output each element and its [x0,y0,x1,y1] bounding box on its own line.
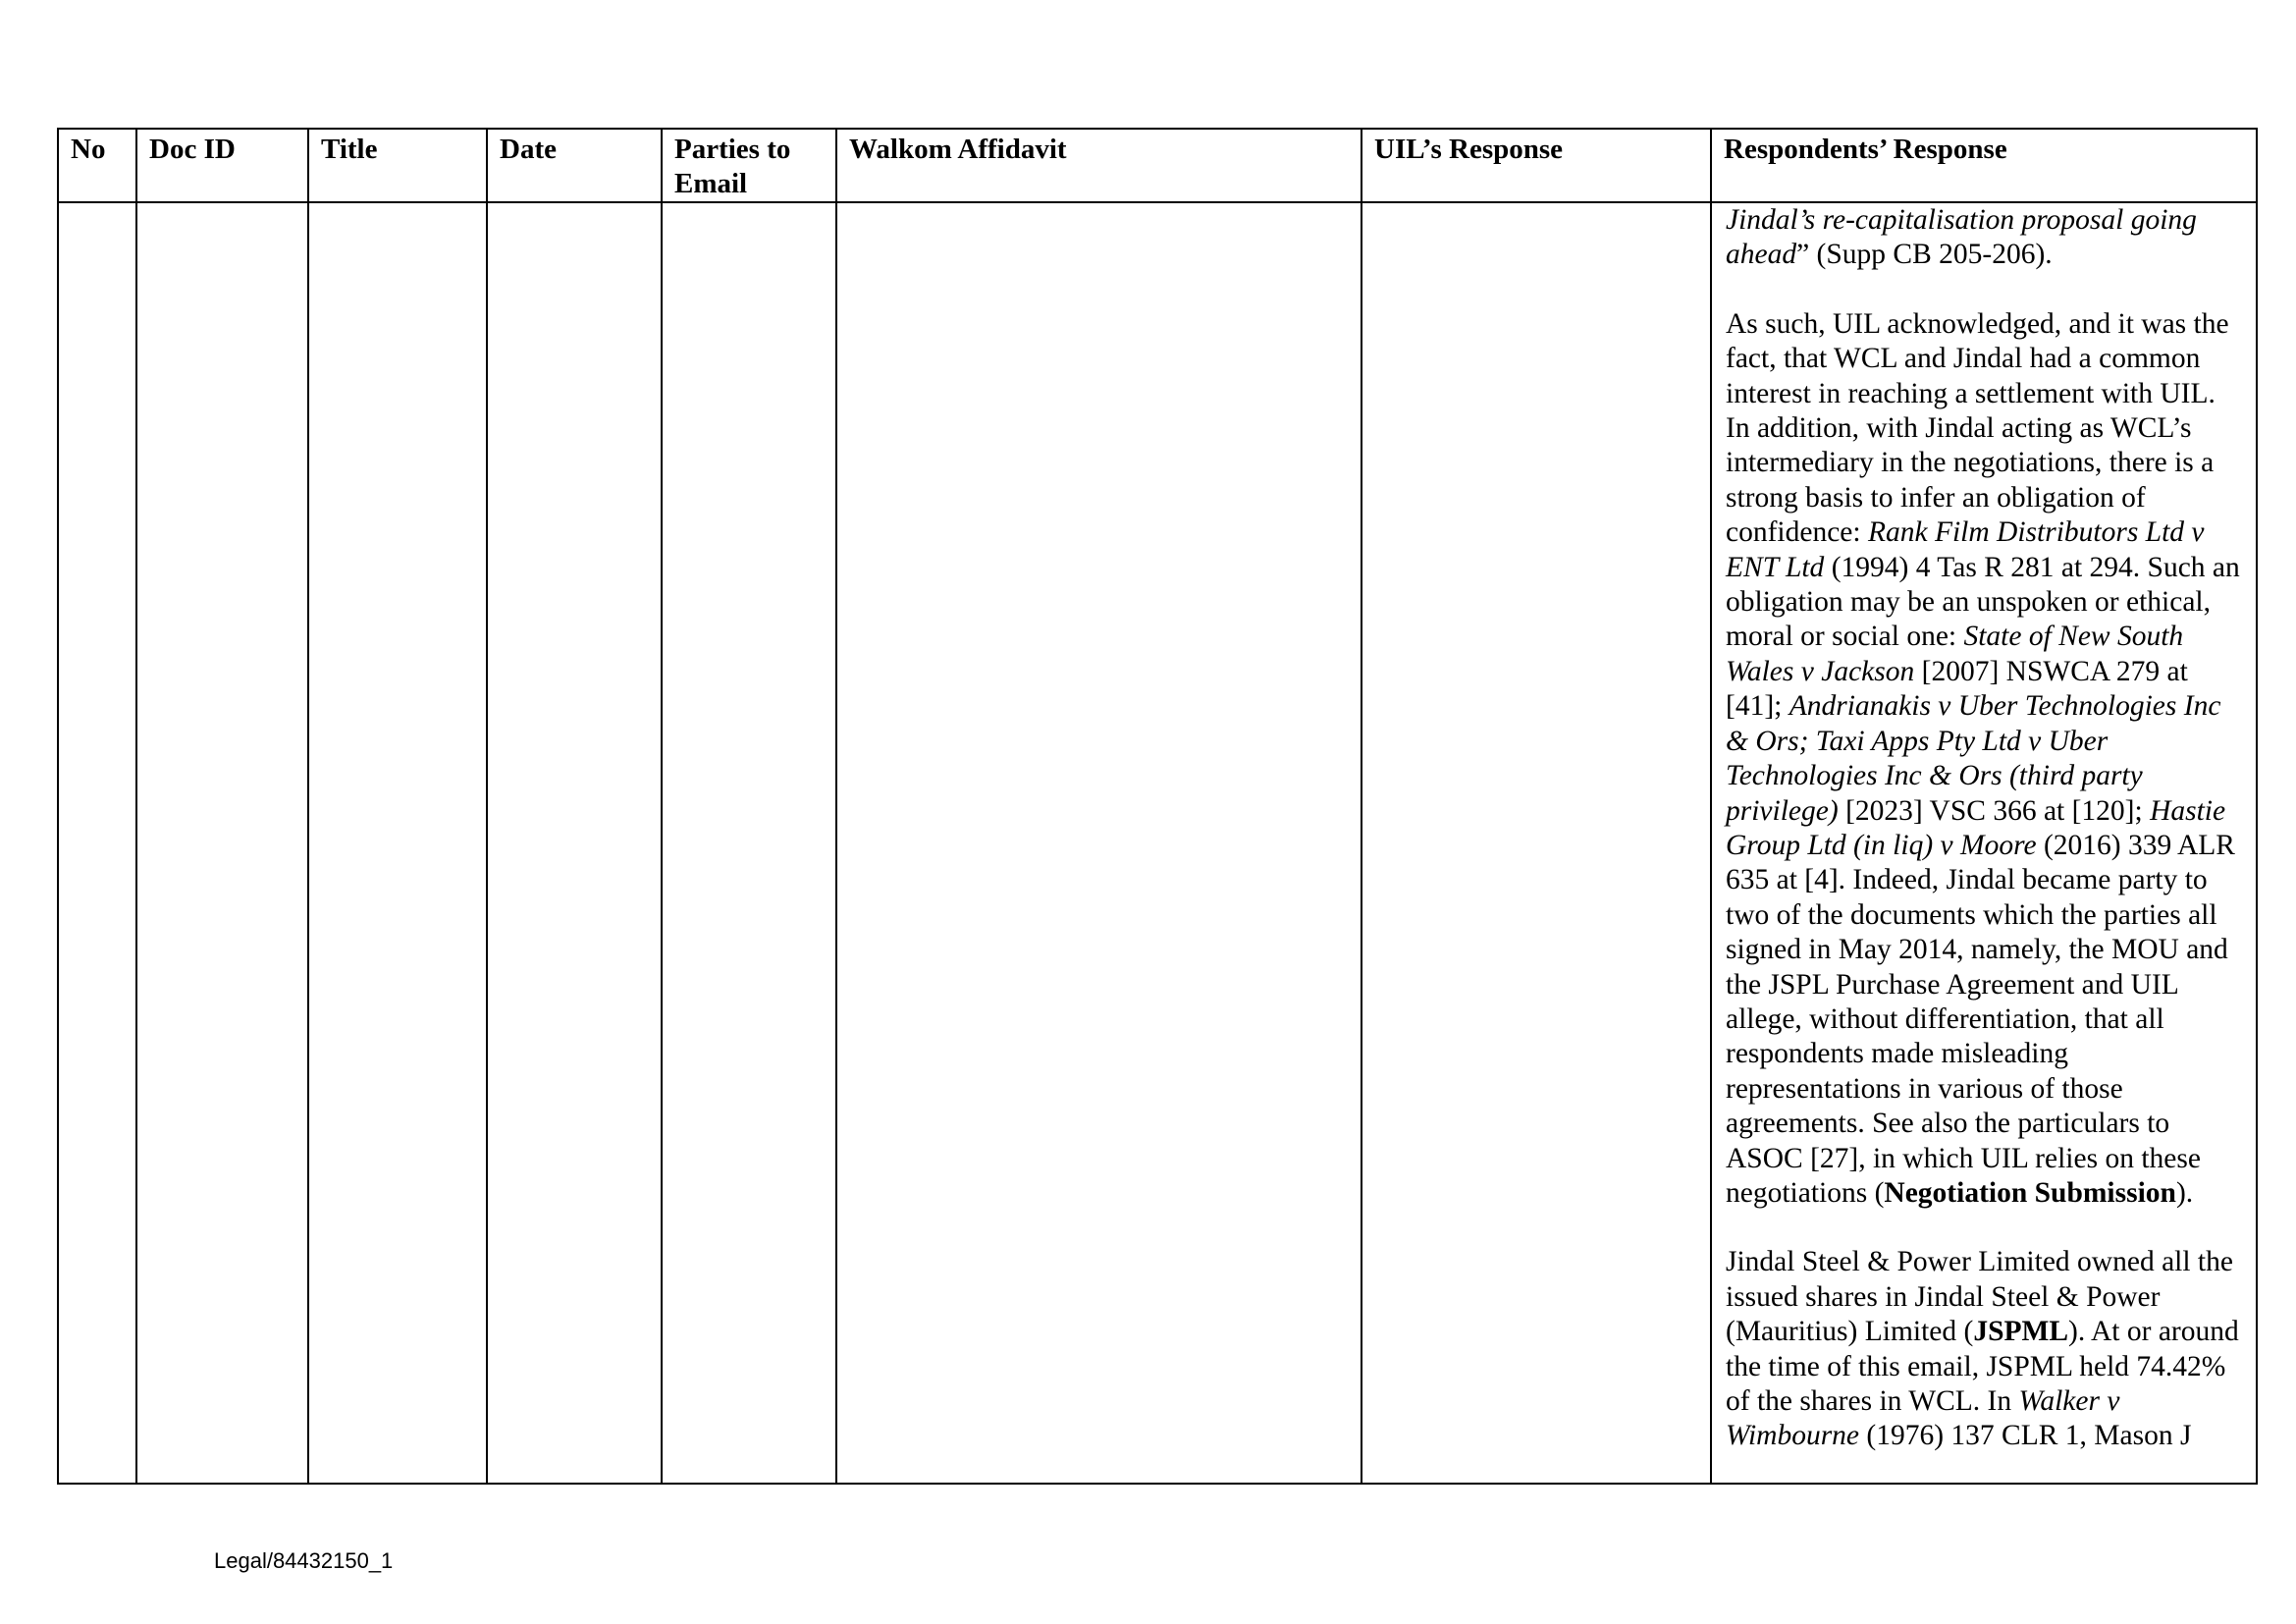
response-p2-text-2: (1994) 4 Tas R 281 at 294. Such an obligation may be an unspoken or ethical, moral or social one: [1726,551,2240,653]
case-citation-andrianakis: Andrianakis v Uber Technologies Inc & Ors; Taxi Apps Pty Ltd v Uber Technologies Inc & Ors (third party privilege) [1726,690,2221,827]
response-p1-text: ” (Supp CB 205-206). [1796,239,2053,271]
case-citation-walker-v-wimbourne: Walker v Wimbourne [1726,1385,2120,1452]
defined-term-jspml: JSPML [1973,1316,2069,1348]
response-paragraph-2 [1726,307,2244,1212]
case-citation-rank-film: Rank Film Distributors Ltd v ENT Ltd [1726,516,2205,583]
case-citation-hastie: Hastie Group Ltd (in liq) v Moore [1726,794,2226,861]
cell-walkom-affidavit [836,202,1362,1484]
document-reference-footer: Legal/84432150_1 [214,1548,394,1573]
cell-no [58,202,136,1484]
header-respondents-response: Respondents’ Response [1711,129,2257,202]
case-citation-nsw-v-jackson: State of New South Wales v Jackson [1726,621,2184,687]
header-title: Title [308,129,487,202]
header-no: No [58,129,136,202]
header-row [58,129,2257,202]
defined-term-negotiation-submission: Negotiation Submission [1884,1176,2176,1209]
document-table [57,128,2258,1485]
cell-date [487,202,662,1484]
cell-uil-response [1362,202,1711,1484]
cell-title [308,202,487,1484]
response-paragraph-3 [1726,1245,2244,1453]
cell-respondents-response [1711,202,2257,1484]
header-uil-response: UIL’s Response [1362,129,1711,202]
response-p1-italic: Jindal’s re-capitalisation proposal going ahead [1726,204,2197,271]
header-doc-id: Doc ID [136,129,308,202]
header-date: Date [487,129,662,202]
response-p2-text-5: (2016) 339 ALR 635 at [4]. Indeed, Jindal became party to two of the documents which the parties all signed in May 2014, namely, the MOU and the JSPL Purchase Agreement and UIL allege, without differentiation, that all respondents made misleading representations in various of those agreements. See also the particulars to ASOC [27], in which UIL relies on these negotiations ( [1726,829,2235,1209]
response-paragraph-1 [1726,203,2244,273]
header-parties-to-email: Parties to Email [662,129,836,202]
response-p3-text-1: Jindal Steel & Power Limited owned all the issued shares in Jindal Steel & Power (Mauritius) Limited ( [1726,1246,2233,1348]
response-p2-text-6: ). [2175,1176,2194,1209]
response-p3-text-3: (1976) 137 CLR 1, Mason J [1859,1420,2192,1452]
response-p2-text-4: [2023] VSC 366 at [120]; [1838,794,2151,827]
cell-doc-id [136,202,308,1484]
table-row [58,202,2257,1484]
response-p2-text-3: [2007] NSWCA 279 at [41]; [1726,655,2188,723]
header-walkom-affidavit: Walkom Affidavit [836,129,1362,202]
response-p2-text-1: As such, UIL acknowledged, and it was the fact, that WCL and Jindal had a common interest in reaching a settlement with UIL. In addition, with Jindal acting as WCL’s intermediary in the negotiations, there is a strong basis to infer an obligation of confidence: [1726,307,2229,549]
response-p3-text-2: ). At or around the time of this email, JSPML held 74.42% of the shares in WCL. In [1726,1316,2239,1417]
cell-parties-to-email [662,202,836,1484]
